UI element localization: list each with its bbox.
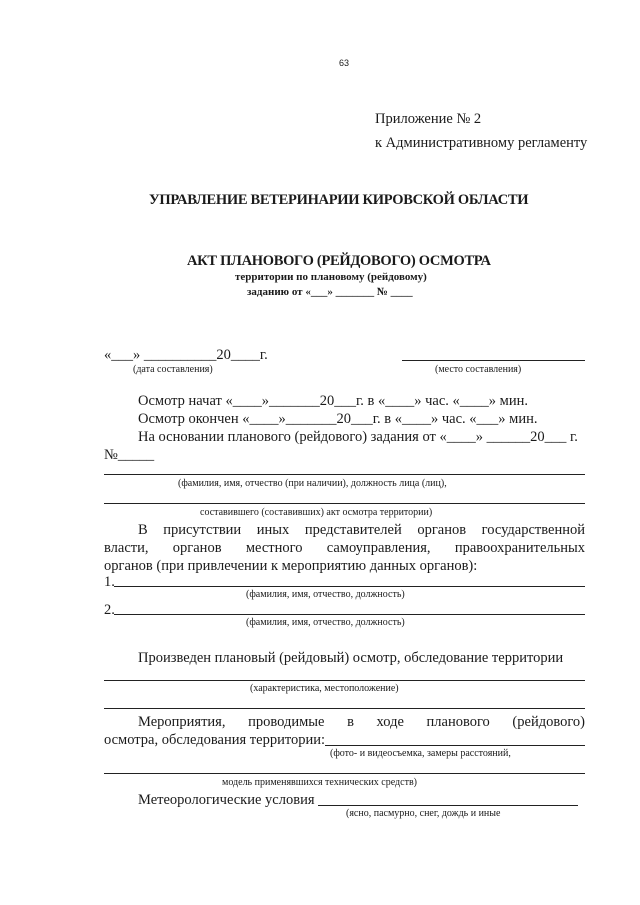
conducted-line	[104, 680, 585, 681]
place-line	[402, 360, 585, 361]
presence-line-1: В присутствии иных представителей органов государственной	[138, 522, 585, 538]
appendix-title: Приложение № 2	[375, 111, 482, 127]
date-caption: (дата составления)	[133, 364, 213, 375]
presence-item-1: 1.	[104, 574, 115, 590]
presence-item-2: 2.	[104, 602, 115, 618]
measures-caption-2: модель применявшихся технических средств)	[222, 777, 417, 788]
composer-caption: составившего (составивших) акт осмотра территории)	[200, 507, 433, 518]
presence-item-2-line	[114, 614, 585, 615]
inspection-started: Осмотр начат «____»_______20___г. в «____» час. «____» мин.	[138, 393, 528, 409]
presence-item-2-caption: (фамилия, имя, отчество, должность)	[246, 617, 405, 628]
measures-caption-1: (фото- и видеосъемка, замеры расстояний,	[330, 748, 511, 759]
measures-line-3	[104, 773, 585, 774]
act-subtitle-1: территории по плановому (рейдовому)	[235, 271, 427, 283]
conducted-line-2	[104, 708, 585, 709]
weather-line	[318, 805, 578, 806]
inspection-basis: На основании планового (рейдового) задания от «____» ______20___ г.	[138, 429, 578, 445]
official-caption: (фамилия, имя, отчество (при наличии), должность лица (лиц),	[178, 478, 447, 489]
weather-label: Метеорологические условия	[138, 792, 315, 808]
presence-line-3: органов (при привлечении к мероприятию данных органов):	[104, 558, 478, 574]
date-blank: «___» __________20____г.	[104, 347, 268, 363]
measures-line-2: осмотра, обследования территории:	[104, 732, 326, 748]
measures-line	[325, 745, 585, 746]
act-subtitle-2: заданию от «___» _______ № ____	[247, 286, 413, 298]
page-number: 63	[339, 58, 350, 68]
appendix-regulation: к Административному регламенту	[375, 135, 588, 151]
presence-item-1-caption: (фамилия, имя, отчество, должность)	[246, 589, 405, 600]
presence-item-1-line	[114, 586, 585, 587]
presence-line-2: власти, органов местного самоуправления, правоохранительных	[104, 540, 585, 556]
inspection-ended: Осмотр окончен «____»_______20___г. в «____» час. «___» мин.	[138, 411, 538, 427]
conducted-caption: (характеристика, местоположение)	[250, 683, 399, 694]
act-title: АКТ ПЛАНОВОГО (РЕЙДОВОГО) ОСМОТРА	[187, 253, 491, 269]
place-caption: (место составления)	[435, 364, 522, 375]
official-line	[104, 474, 585, 475]
conducted-text: Произведен плановый (рейдовый) осмотр, обследование территории	[138, 650, 564, 666]
weather-caption: (ясно, пасмурно, снег, дождь и иные	[346, 808, 501, 819]
measures-line-1: Мероприятия, проводимые в ходе планового (рейдового)	[138, 714, 585, 730]
agency-name: УПРАВЛЕНИЕ ВЕТЕРИНАРИИ КИРОВСКОЙ ОБЛАСТИ	[149, 192, 529, 208]
assignment-number: №_____	[104, 447, 155, 463]
composer-line	[104, 503, 585, 504]
